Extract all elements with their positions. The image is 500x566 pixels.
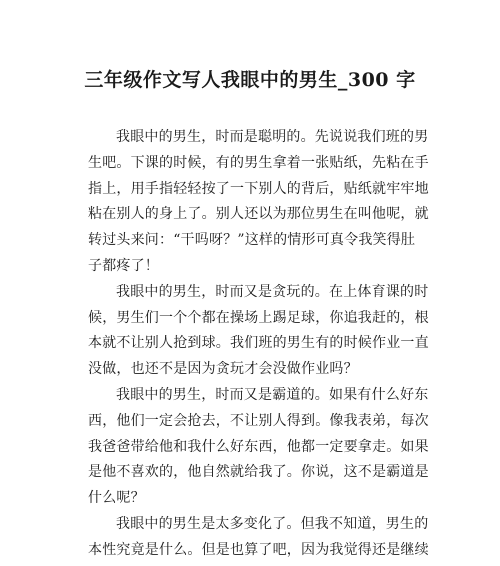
paragraph-line: 粘在别人的身上了。别人还以为那位男生在叫他呢，就 — [88, 206, 429, 223]
paragraph-line: 子都疼了！ — [88, 257, 159, 274]
paragraph-line: 我眼中的男生是太多变化了。但我不知道，男生的 — [116, 515, 429, 532]
paragraph-line: 我眼中的男生，时而又是霸道的。如果有什么好东 — [116, 386, 429, 403]
paragraph-line: 我爸爸带给他和我什么好东西，他都一定要拿走。如果 — [88, 438, 429, 455]
paragraph-line: 转过头来问：“干吗呀？”这样的情形可真令我笑得肚 — [88, 232, 416, 249]
document-body — [88, 125, 429, 564]
paragraph-line: 我眼中的男生，时而又是贪玩的。在上体育课的时 — [116, 283, 429, 300]
paragraph-line: 指上，用手指轻轻按了一下别人的背后，贴纸就牢牢地 — [88, 180, 429, 197]
paragraph-line: 本就不让别人抢到球。我们班的男生有的时候作业一直 — [88, 335, 429, 352]
document-title: 三年级作文写人我眼中的男生_300 字 — [84, 69, 416, 91]
paragraph-line: 我眼中的男生，时而是聪明的。先说说我们班的男 — [116, 129, 429, 145]
paragraph-line: 西，他们一定会抢去，不让别人得到。像我表弟，每次 — [88, 412, 429, 429]
paragraph-line: 没做，也还不是因为贪玩才会没做作业吗？ — [88, 361, 358, 378]
paragraph-line: 本性究竟是什么。但是也算了吧，因为我觉得还是继续 — [88, 541, 429, 558]
paragraph-line: 候，男生们一个个都在操场上踢足球，你追我赶的，根 — [88, 309, 429, 326]
paragraph-line: 什么呢？ — [88, 490, 145, 507]
paragraph-line: 是他不喜欢的，他自然就给我了。你说，这不是霸道是 — [88, 464, 429, 481]
paragraph-line: 生吧。下课的时候，有的男生拿着一张贴纸，先粘在手 — [88, 154, 429, 171]
